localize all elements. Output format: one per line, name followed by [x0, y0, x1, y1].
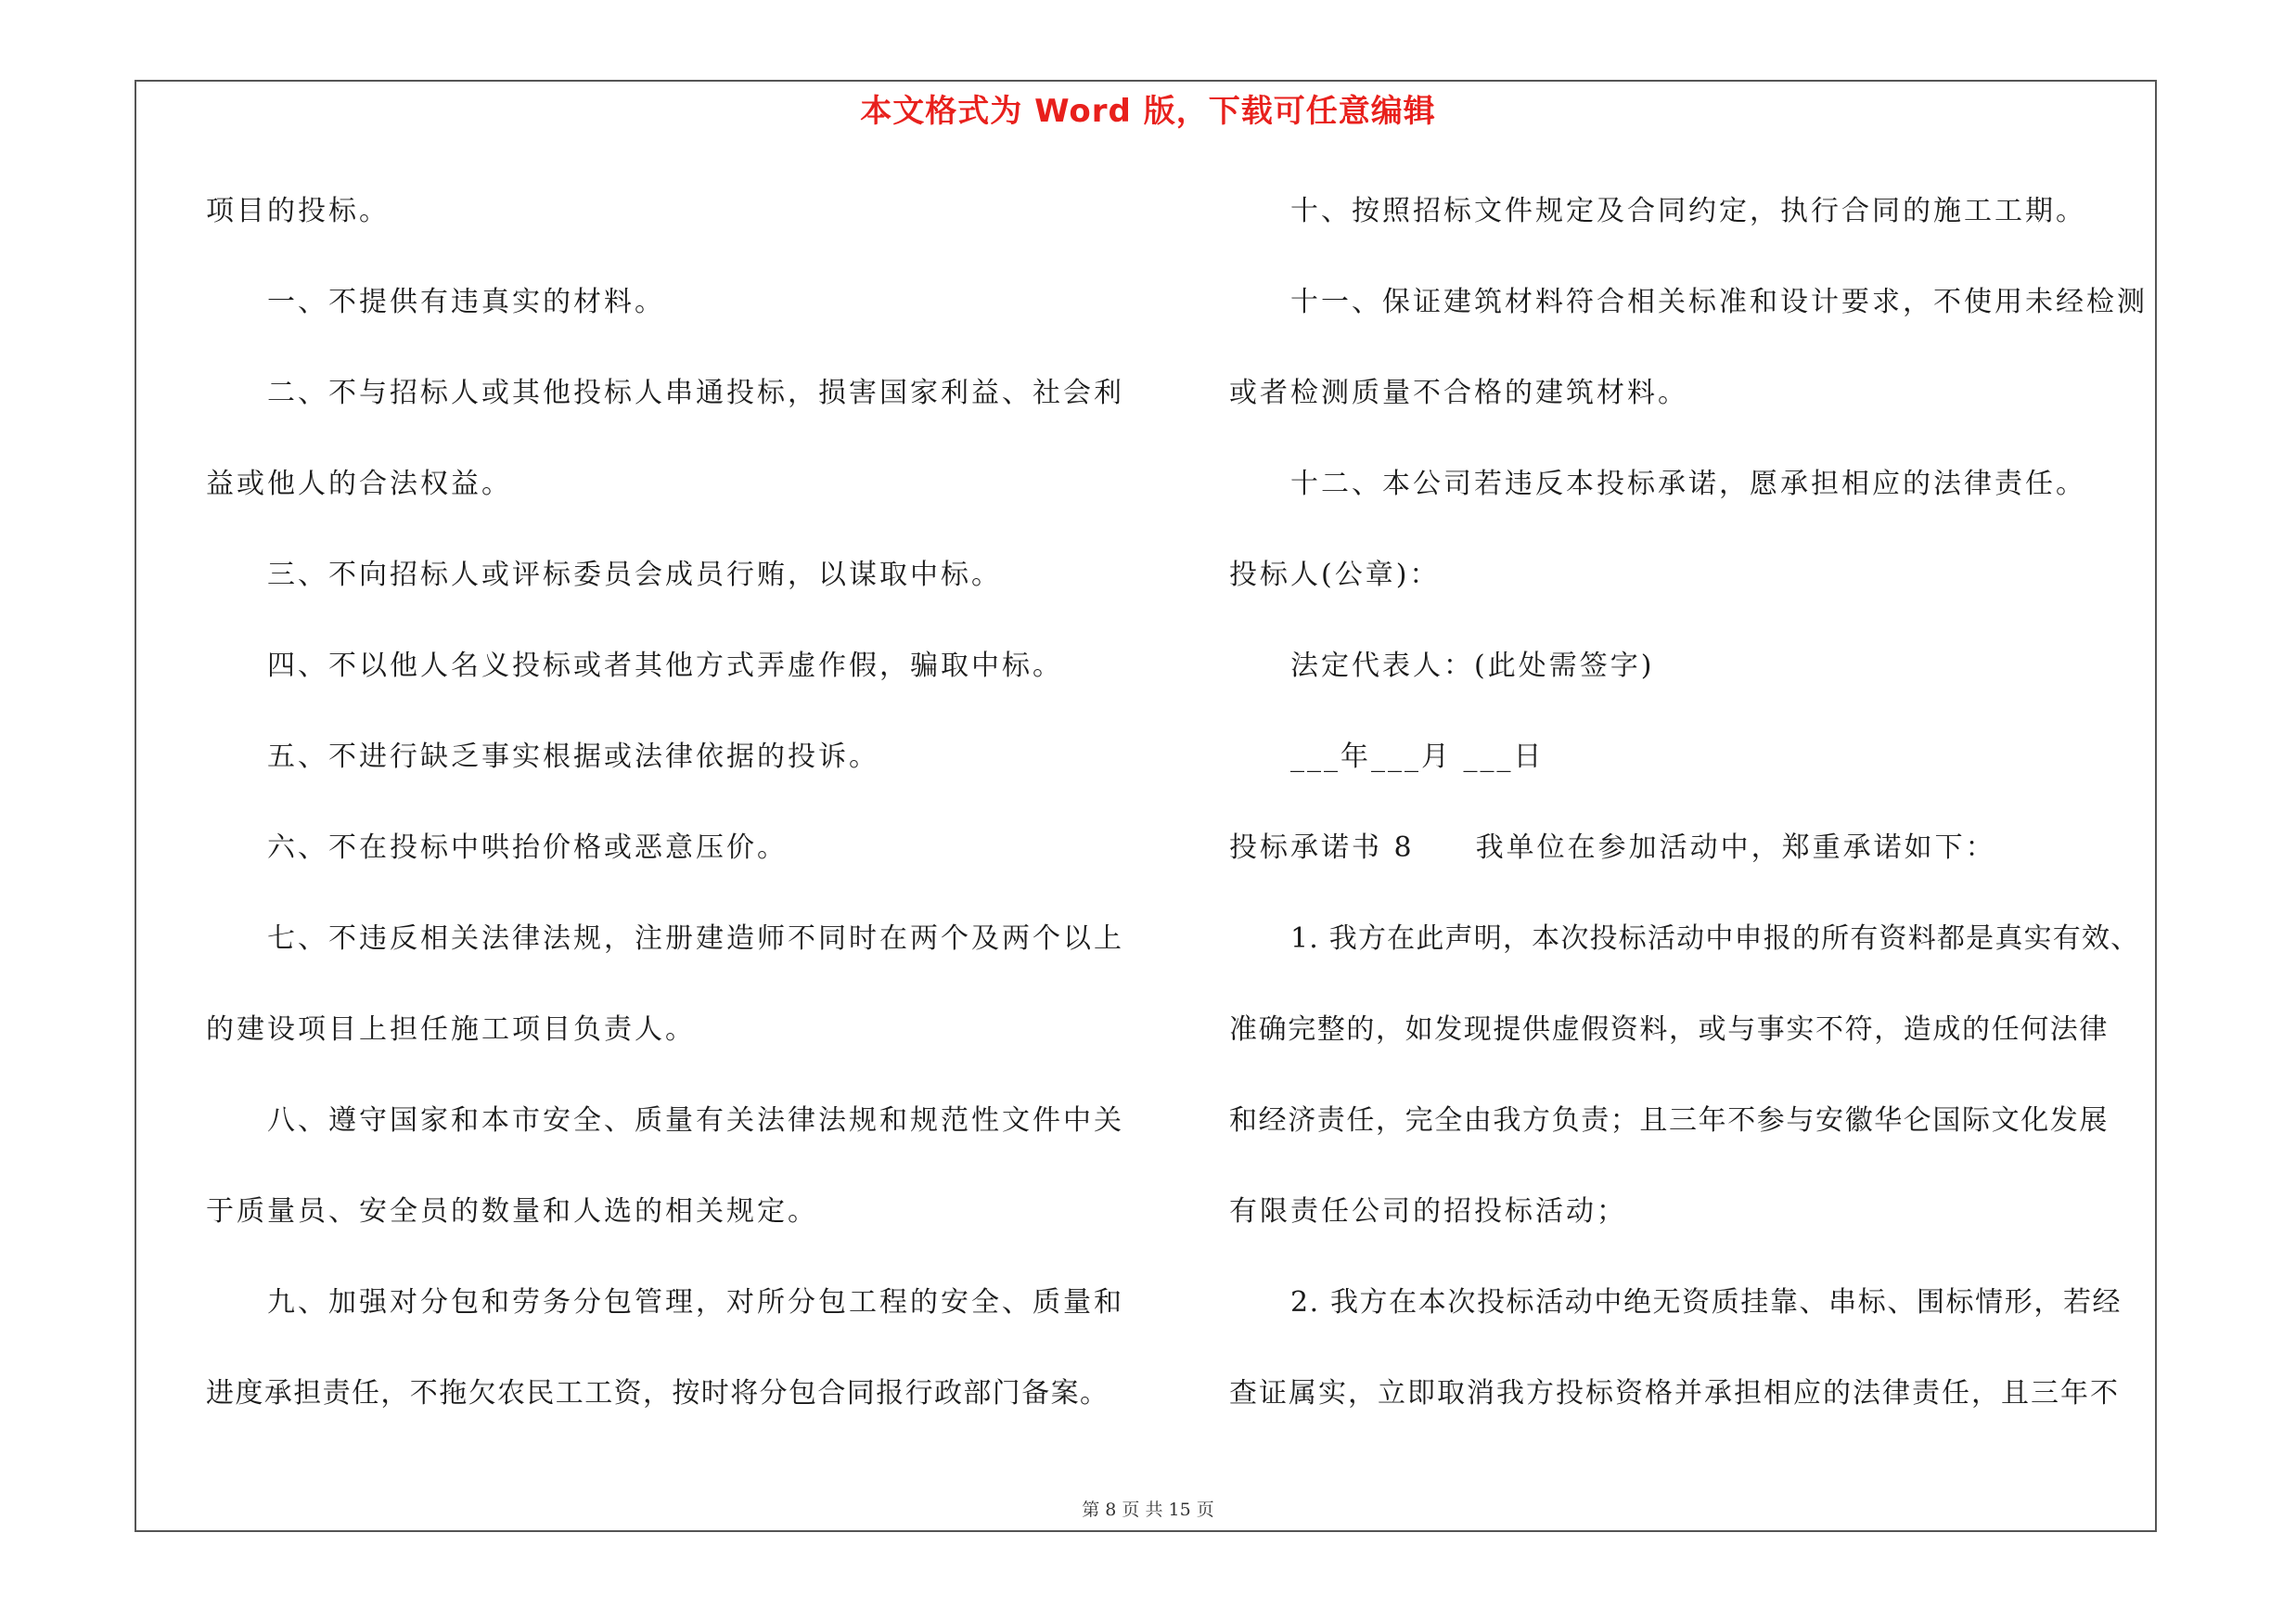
left-line-1: 项目的投标。	[206, 195, 390, 227]
right-line-2: 十一、保证建筑材料符合相关标准和设计要求，不使用未经检测	[1290, 286, 2148, 318]
left-line-2: 一、不提供有违真实的材料。	[267, 286, 665, 318]
left-line-9: 七、不违反相关法律法规，注册建造师不同时在两个及两个以上	[267, 922, 1124, 955]
right-line-4: 十二、本公司若违反本投标承诺，愿承担相应的法律责任。	[1290, 468, 2086, 500]
right-line-12: 有限责任公司的招投标活动；	[1229, 1195, 1627, 1228]
right-line-10: 准确完整的，如发现提供虚假资料，或与事实不符，造成的任何法律	[1229, 1013, 2109, 1046]
left-line-6: 四、不以他人名义投标或者其他方式弄虚作假，骗取中标。	[267, 650, 1063, 682]
left-line-3: 二、不与招标人或其他投标人串通投标，损害国家利益、社会利	[267, 377, 1124, 409]
right-line-8: 投标承诺书 8 我单位在参加活动中，郑重承诺如下：	[1229, 831, 1996, 864]
right-line-7: ___年___月 ___日	[1290, 741, 1545, 773]
left-line-11: 八、遵守国家和本市安全、质量有关法律法规和规范性文件中关	[267, 1104, 1124, 1137]
right-line-14: 查证属实，立即取消我方投标资格并承担相应的法律责任，且三年不	[1229, 1377, 2120, 1410]
right-line-13: 2. 我方在本次投标活动中绝无资质挂靠、串标、围标情形，若经	[1290, 1286, 2123, 1319]
left-line-8: 六、不在投标中哄抬价格或恶意压价。	[267, 831, 788, 864]
left-line-14: 进度承担责任，不拖欠农民工工资，按时将分包合同报行政部门备案。	[206, 1377, 1110, 1410]
right-line-6: 法定代表人：(此处需签字)	[1290, 650, 1655, 682]
left-line-4: 益或他人的合法权益。	[206, 468, 512, 500]
left-line-12: 于质量员、安全员的数量和人选的相关规定。	[206, 1195, 818, 1228]
left-line-5: 三、不向招标人或评标委员会成员行贿，以谋取中标。	[267, 559, 1002, 591]
left-line-7: 五、不进行缺乏事实根据或法律依据的投诉。	[267, 741, 879, 773]
page-number-footer: 第 8 页 共 15 页	[1082, 1500, 1214, 1520]
right-line-5: 投标人(公章)：	[1229, 559, 1441, 591]
left-line-10: 的建设项目上担任施工项目负责人。	[206, 1013, 696, 1046]
right-line-3: 或者检测质量不合格的建筑材料。	[1229, 377, 1688, 409]
right-line-11: 和经济责任，完全由我方负责；且三年不参与安徽华仑国际文化发展	[1229, 1104, 2109, 1137]
right-line-9: 1. 我方在此声明，本次投标活动中申报的所有资料都是真实有效、	[1290, 922, 2140, 955]
left-line-13: 九、加强对分包和劳务分包管理，对所分包工程的安全、质量和	[267, 1286, 1124, 1319]
word-format-banner: 本文格式为 Word 版，下载可任意编辑	[860, 93, 1436, 130]
right-line-1: 十、按照招标文件规定及合同约定，执行合同的施工工期。	[1290, 195, 2086, 227]
